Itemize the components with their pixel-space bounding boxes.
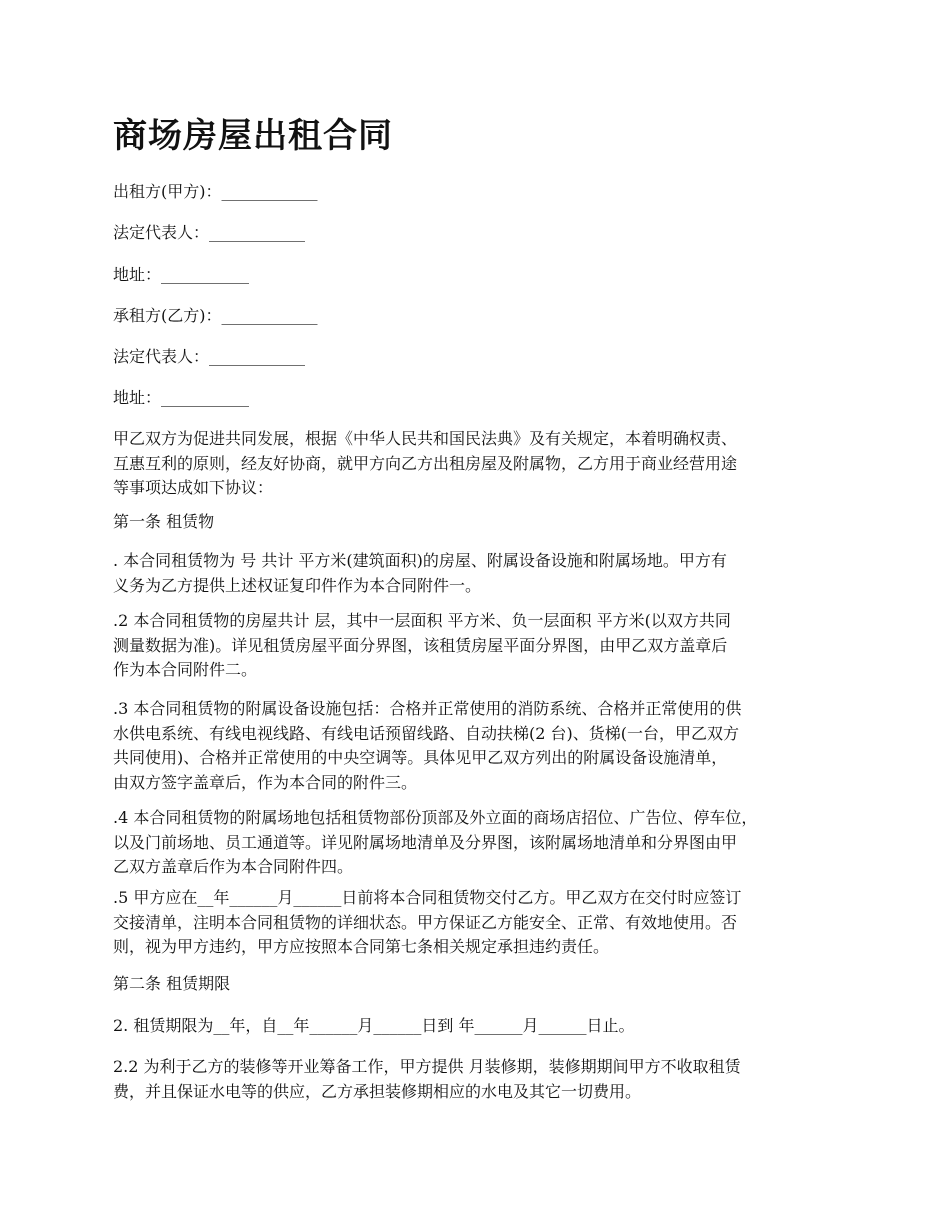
- text-line: 2.2 为利于乙方的装修等开业筹备工作，甲方提供 月装修期，装修期期间甲方不收取租赁: [113, 1057, 741, 1076]
- party-lessee: [113, 304, 843, 329]
- text-line: 第一条 租赁物: [113, 512, 215, 531]
- party-lessor-representative: [113, 221, 843, 246]
- text-line: 甲乙双方为促进共同发展，根据《中华人民共和国民法典》及有关规定，本着明确权责、: [113, 429, 738, 448]
- text-line: 以及门前场地、员工通道等。详见附属场地清单及分界图，该附属场地清单和分界图由甲: [113, 832, 738, 852]
- preamble-paragraph: [113, 427, 843, 501]
- text-line: 法定代表人：____________: [113, 347, 306, 366]
- text-line: 测量数据为准)。详见租赁房屋平面分界图，该租赁房屋平面分界图，由甲乙双方盖章后: [113, 635, 728, 655]
- text-line: .4 本合同租赁物的附属场地包括租赁物部份顶部及外立面的商场店招位、广告位、停车位，: [113, 808, 758, 827]
- text-line: .5 甲方应在__年______月______日前将本合同租赁物交付乙方。甲乙双方在交付时应签订: [113, 888, 742, 907]
- text-line: .3 本合同租赁物的附属设备设施包括：合格并正常使用的消防系统、合格并正常使用的供: [113, 699, 742, 718]
- party-lessor: [113, 180, 843, 205]
- text-line: 由双方签字盖章后，作为本合同的附件三。: [113, 772, 418, 792]
- text-line: 共同使用)、合格并正常使用的中央空调等。具体见甲乙双方列出的附属设备设施清单，: [113, 748, 728, 767]
- text-line: 地址：___________: [113, 265, 250, 284]
- article-2-clause-2: [113, 1055, 843, 1104]
- text-line: 互惠互利的原则，经友好协商，就甲方向乙方出租房屋及附属物，乙方用于商业经营用途: [113, 453, 738, 473]
- text-line: 义务为乙方提供上述权证复印件作为本合同附件一。: [113, 575, 482, 595]
- article-1-clause-5: [113, 886, 843, 960]
- text-line: 第二条 租赁期限: [113, 974, 231, 993]
- article-2-clause-1: [113, 1014, 843, 1039]
- article-2-heading: [113, 972, 843, 997]
- text-line: 则，视为甲方违约，甲方应按照本合同第七条相关规定承担违约责任。: [113, 937, 610, 956]
- article-1-heading: [113, 510, 843, 535]
- text-line: 等事项达成如下协议：: [113, 478, 274, 497]
- text-line: 地址：___________: [113, 388, 250, 407]
- text-line: 水供电系统、有线电视线路、有线电话预留线路、自动扶梯(2 台)、货梯(一台，甲乙双方: [113, 723, 739, 743]
- article-1-clause-2: [113, 609, 843, 683]
- text-line: 费，并且保证水电等的供应，乙方承担装修期相应的水电及其它一切费用。: [113, 1081, 642, 1101]
- document-title: 商场房屋出租合同: [113, 116, 393, 156]
- article-1-clause-3: [113, 697, 843, 795]
- article-1-clause-1: [113, 549, 843, 598]
- text-line: 交接清单，注明本合同租赁物的详细状态。甲方保证乙方能安全、正常、有效地使用。否: [113, 912, 738, 932]
- party-lessee-address: [113, 386, 843, 411]
- text-line: 承租方(乙方)：____________: [113, 306, 318, 325]
- text-line: 2. 租赁期限为__年，自__年______月______日到 年______月______日止。: [113, 1016, 635, 1035]
- text-line: 作为本合同附件二。: [113, 660, 258, 679]
- article-1-clause-4: [113, 806, 843, 880]
- text-line: 法定代表人：____________: [113, 223, 306, 242]
- text-line: 出租方(甲方)：____________: [113, 182, 318, 201]
- party-lessee-representative: [113, 345, 843, 370]
- party-lessor-address: [113, 263, 843, 288]
- text-line: 乙双方盖章后作为本合同附件四。: [113, 857, 354, 876]
- text-line: . 本合同租赁物为 号 共计 平方米(建筑面积)的房屋、附属设备设施和附属场地。甲方有: [113, 551, 727, 570]
- text-line: .2 本合同租赁物的房屋共计 层，其中一层面积 平方米、负一层面积 平方米(以双方共同: [113, 611, 731, 630]
